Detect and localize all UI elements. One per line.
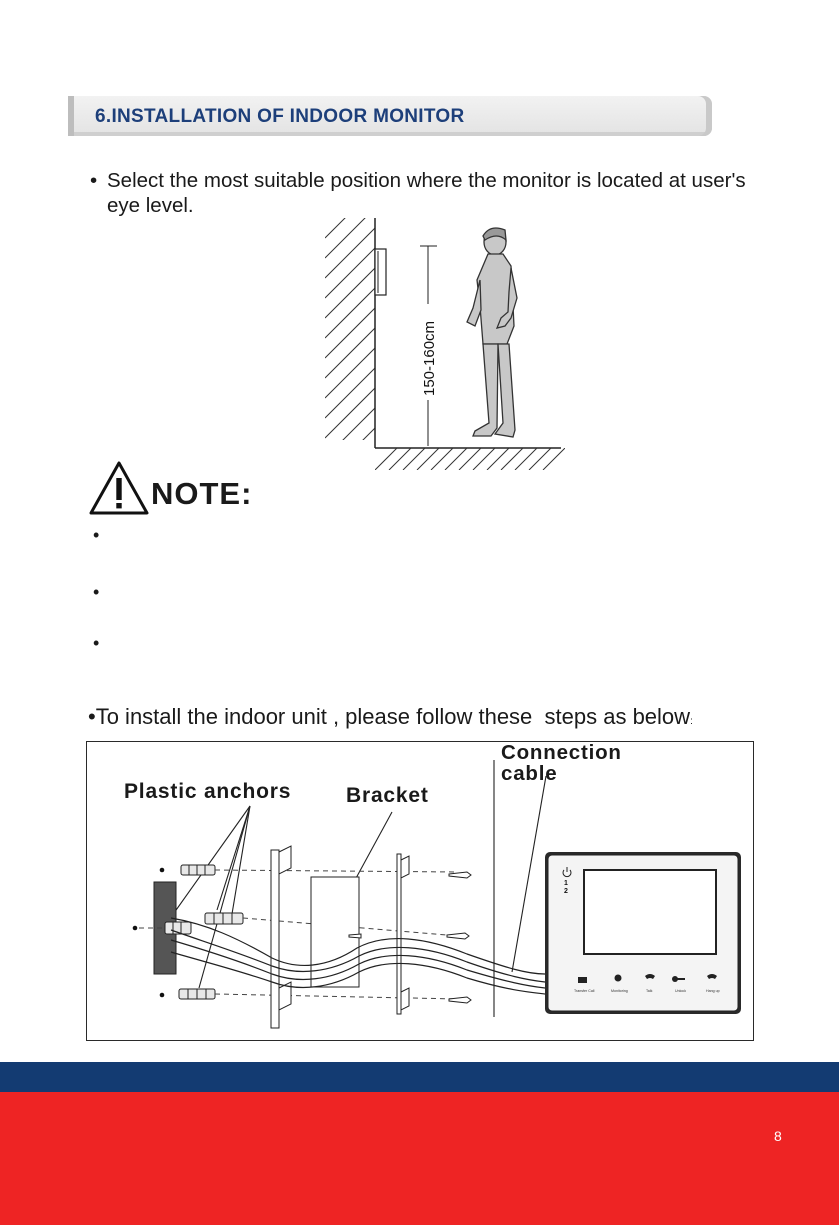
button-transfer-call: Transfer Call: [574, 989, 595, 993]
transfer-icon: [578, 977, 587, 983]
installation-diagram: [86, 741, 754, 1041]
page-number: 8: [774, 1128, 782, 1144]
note-label: NOTE:: [151, 476, 253, 511]
install-instruction-colon: :: [690, 716, 693, 727]
position-tip: [90, 168, 770, 218]
label-bracket: Bracket: [346, 784, 429, 807]
position-tip-text: Select the most suitable position where the monitor is located at user's eye level.: [107, 169, 746, 217]
bullet: •: [90, 169, 98, 192]
note-bullet: •: [93, 582, 100, 602]
exploded-install-drawing: [87, 742, 753, 1040]
install-instruction-main: •To install the indoor unit , please follow these: [88, 704, 533, 729]
indoor-monitor: [545, 852, 741, 1014]
monitor-screen: [584, 870, 716, 954]
eye-level-illustration: [325, 218, 565, 470]
indicator-1: 1: [564, 880, 568, 887]
note-bullet: •: [93, 633, 100, 653]
warning-icon: [88, 460, 150, 516]
footer-red-band: [0, 1092, 839, 1225]
label-plastic-anchors: Plastic anchors: [124, 780, 292, 803]
plastic-anchor: [181, 865, 215, 875]
button-talk: Talk: [646, 989, 653, 993]
indicator-2: 2: [564, 888, 568, 895]
button-unlock: Unlock: [675, 989, 686, 993]
note-bullet: •: [93, 525, 100, 545]
monitoring-icon: [615, 975, 622, 982]
plastic-anchor: [179, 989, 215, 999]
plastic-anchor: [205, 913, 243, 924]
button-monitoring: Monitoring: [611, 989, 628, 993]
wall-monitor: [375, 249, 386, 295]
install-instruction-tail: steps as below: [544, 704, 691, 729]
button-hang-up: Hang up: [706, 989, 720, 993]
wall-board: [271, 846, 291, 1028]
footer-blue-band: [0, 1062, 839, 1092]
label-connection-cable: Connection cable: [501, 741, 622, 785]
standing-person: [467, 228, 517, 437]
section-title: 6.INSTALLATION OF INDOOR MONITOR: [95, 106, 465, 127]
height-measurement: 150-160cm: [421, 320, 438, 396]
install-instruction: [88, 704, 693, 730]
mounting-screw: [349, 872, 471, 1003]
